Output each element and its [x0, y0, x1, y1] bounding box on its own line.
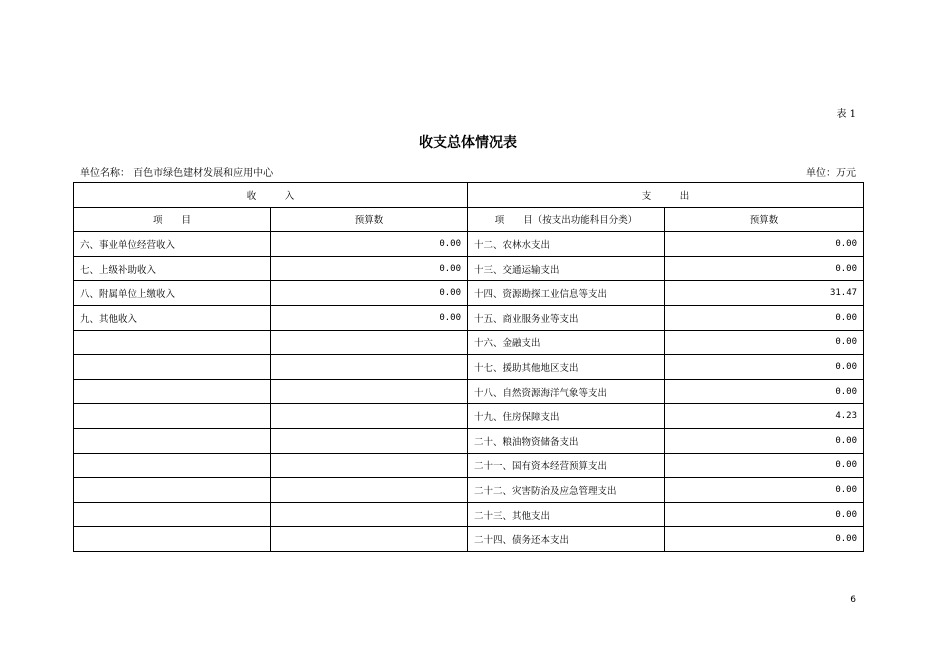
page-number: 6: [850, 595, 856, 605]
expense-value-cell: 0.00: [665, 256, 864, 281]
expense-budget-header: 预算数: [665, 207, 864, 232]
income-item-cell: [74, 379, 271, 404]
table-row: [74, 232, 864, 257]
expense-item-cell: 十九、住房保障支出: [468, 404, 665, 429]
expense-item-cell: 十六、金融支出: [468, 330, 665, 355]
table-row: [74, 478, 864, 503]
income-item-cell: [74, 527, 271, 552]
income-budget-header: 预算数: [271, 207, 468, 232]
income-value-cell: 0.00: [271, 232, 468, 257]
expense-value-cell: 0.00: [665, 502, 864, 527]
table-row: [74, 281, 864, 306]
expense-value-cell: 0.00: [665, 232, 864, 257]
expense-item-cell: 十二、农林水支出: [468, 232, 665, 257]
expense-item-header: 项 目（按支出功能科目分类）: [468, 207, 665, 232]
income-item-cell: [74, 502, 271, 527]
income-item-cell: 六、事业单位经营收入: [74, 232, 271, 257]
income-item-header: 项 目: [74, 207, 271, 232]
table-row: [74, 256, 864, 281]
expense-value-cell: 4.23: [665, 404, 864, 429]
table-row: [74, 355, 864, 380]
income-value-cell: [271, 478, 468, 503]
expense-value-cell: 0.00: [665, 478, 864, 503]
table-row: [74, 428, 864, 453]
expense-group-header: 支 出: [468, 183, 864, 208]
expense-item-cell: 十三、交通运输支出: [468, 256, 665, 281]
income-group-header: 收 入: [74, 183, 468, 208]
expense-value-cell: 0.00: [665, 330, 864, 355]
expense-item-cell: 十七、援助其他地区支出: [468, 355, 665, 380]
income-item-cell: [74, 428, 271, 453]
expense-value-cell: 0.00: [665, 379, 864, 404]
expense-item-cell: 二十三、其他支出: [468, 502, 665, 527]
expense-item-cell: 十八、自然资源海洋气象等支出: [468, 379, 665, 404]
table-row: [74, 527, 864, 552]
expense-value-cell: 0.00: [665, 527, 864, 552]
expense-value-cell: 0.00: [665, 355, 864, 380]
expense-value-cell: 0.00: [665, 305, 864, 330]
table-row: [74, 404, 864, 429]
income-item-cell: [74, 478, 271, 503]
currency-unit-label: 单位：万元: [806, 168, 856, 179]
expense-item-cell: 二十一、国有资本经营预算支出: [468, 453, 665, 478]
table-row: [74, 330, 864, 355]
expense-item-cell: 二十、粮油物资储备支出: [468, 428, 665, 453]
expense-value-cell: 0.00: [665, 428, 864, 453]
expense-item-cell: 十四、资源勘探工业信息等支出: [468, 281, 665, 306]
income-value-cell: 0.00: [271, 281, 468, 306]
income-value-cell: [271, 453, 468, 478]
expense-item-cell: 二十二、灾害防治及应急管理支出: [468, 478, 665, 503]
table-row: [74, 379, 864, 404]
income-value-cell: [271, 502, 468, 527]
unit-name-label: 单位名称： 百色市绿色建材发展和应用中心: [80, 168, 274, 179]
income-value-cell: [271, 404, 468, 429]
page-title: 收支总体情况表: [419, 135, 517, 151]
table-row: [74, 305, 864, 330]
income-value-cell: [271, 355, 468, 380]
income-value-cell: [271, 527, 468, 552]
table-tag: 表 1: [836, 109, 856, 120]
income-item-cell: [74, 404, 271, 429]
table-row: [74, 502, 864, 527]
expense-item-cell: 十五、商业服务业等支出: [468, 305, 665, 330]
income-item-cell: [74, 453, 271, 478]
table-row: [74, 453, 864, 478]
income-item-cell: [74, 330, 271, 355]
expense-value-cell: 0.00: [665, 453, 864, 478]
income-item-cell: [74, 355, 271, 380]
group-header-row: [74, 183, 864, 208]
budget-table-body: [74, 183, 864, 552]
income-item-cell: 八、附属单位上缴收入: [74, 281, 271, 306]
income-item-cell: 九、其他收入: [74, 305, 271, 330]
income-value-cell: [271, 428, 468, 453]
expense-value-cell: 31.47: [665, 281, 864, 306]
column-header-row: [74, 207, 864, 232]
income-value-cell: [271, 330, 468, 355]
income-item-cell: 七、上级补助收入: [74, 256, 271, 281]
expense-item-cell: 二十四、债务还本支出: [468, 527, 665, 552]
income-value-cell: 0.00: [271, 256, 468, 281]
income-value-cell: 0.00: [271, 305, 468, 330]
income-value-cell: [271, 379, 468, 404]
budget-table: [73, 182, 864, 552]
